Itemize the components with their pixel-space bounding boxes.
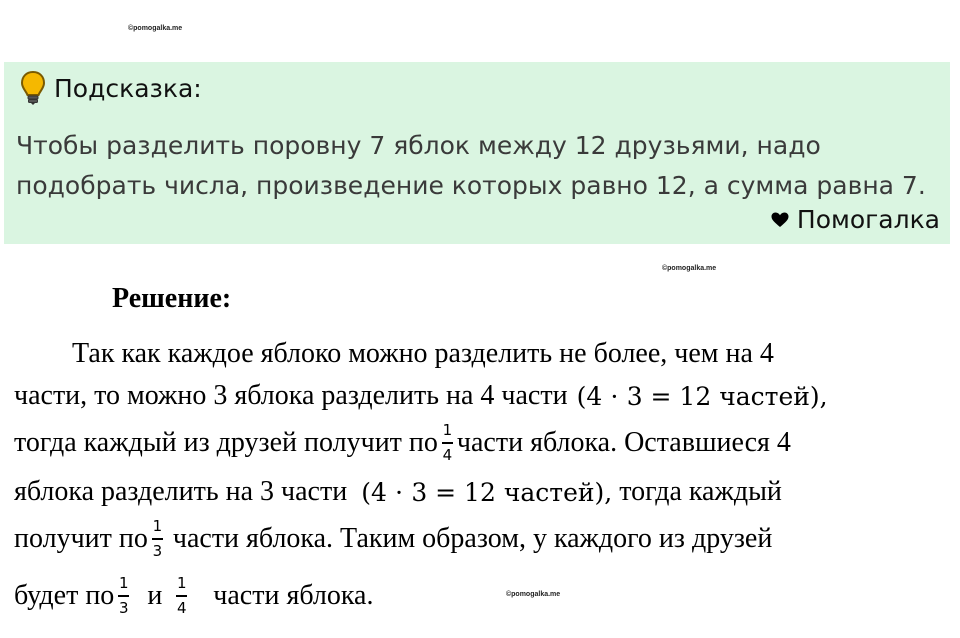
solution-line xyxy=(14,380,828,412)
text: части, то можно 3 яблока разделить на 4 части xyxy=(14,380,568,411)
signature xyxy=(771,205,940,234)
lightbulb-icon xyxy=(20,70,46,106)
hint-line: Чтобы разделить поровну 7 яблок между 12 друзьями, надо xyxy=(16,131,821,160)
denominator: 3 xyxy=(119,598,129,617)
hint-text xyxy=(16,126,944,206)
text: Так как каждое яблоко можно разделить не более, чем на 4 xyxy=(72,338,774,369)
watermark: ©pomogalka.me xyxy=(662,265,717,272)
fraction xyxy=(442,422,453,464)
numerator: 1 xyxy=(442,421,453,439)
fraction-bar xyxy=(118,595,129,597)
fraction-bar xyxy=(442,442,453,444)
fraction-bar xyxy=(176,595,187,597)
watermark: ©pomogalka.me xyxy=(128,25,183,32)
solution-line xyxy=(14,476,782,508)
hint-header xyxy=(20,70,202,106)
text: тогда каждый из друзей получит по xyxy=(14,426,438,458)
fraction xyxy=(118,575,129,617)
fraction xyxy=(152,518,163,560)
solution-line xyxy=(72,338,774,370)
solution-line xyxy=(14,518,772,560)
math-expression: (4 ⋅ 3 = 12 частей), xyxy=(576,381,828,411)
solution-line xyxy=(14,575,373,617)
denominator: 4 xyxy=(177,598,187,617)
text: будет по xyxy=(14,579,115,611)
denominator: 4 xyxy=(442,445,453,464)
heart-icon xyxy=(771,212,789,228)
fraction-bar xyxy=(152,538,163,540)
text: получит по xyxy=(14,522,148,554)
hint-title: Подсказка: xyxy=(54,73,202,103)
math-expression: (4 ⋅ 3 = 12 частей), xyxy=(361,477,613,507)
numerator: 1 xyxy=(119,574,129,592)
text: яблока разделить на 3 части xyxy=(14,476,348,507)
hint-box xyxy=(4,62,950,244)
text: части яблока. xyxy=(213,579,374,611)
numerator: 1 xyxy=(177,574,187,592)
hint-line: подобрать числа, произведение которых равно 12, а сумма равна 7. xyxy=(16,171,926,200)
text: части яблока. Таким образом, у каждого из друзей xyxy=(172,522,773,554)
text: тогда каждый xyxy=(619,476,782,507)
fraction xyxy=(176,575,187,617)
watermark: ©pomogalka.me xyxy=(506,591,561,598)
denominator: 3 xyxy=(152,541,163,560)
signature-text: Помогалка xyxy=(796,205,940,234)
text: части яблока. Оставшиеся 4 xyxy=(456,426,791,458)
solution-line xyxy=(14,422,791,464)
text: и xyxy=(147,579,163,611)
solution-title: Решение: xyxy=(112,283,232,314)
numerator: 1 xyxy=(152,517,163,535)
